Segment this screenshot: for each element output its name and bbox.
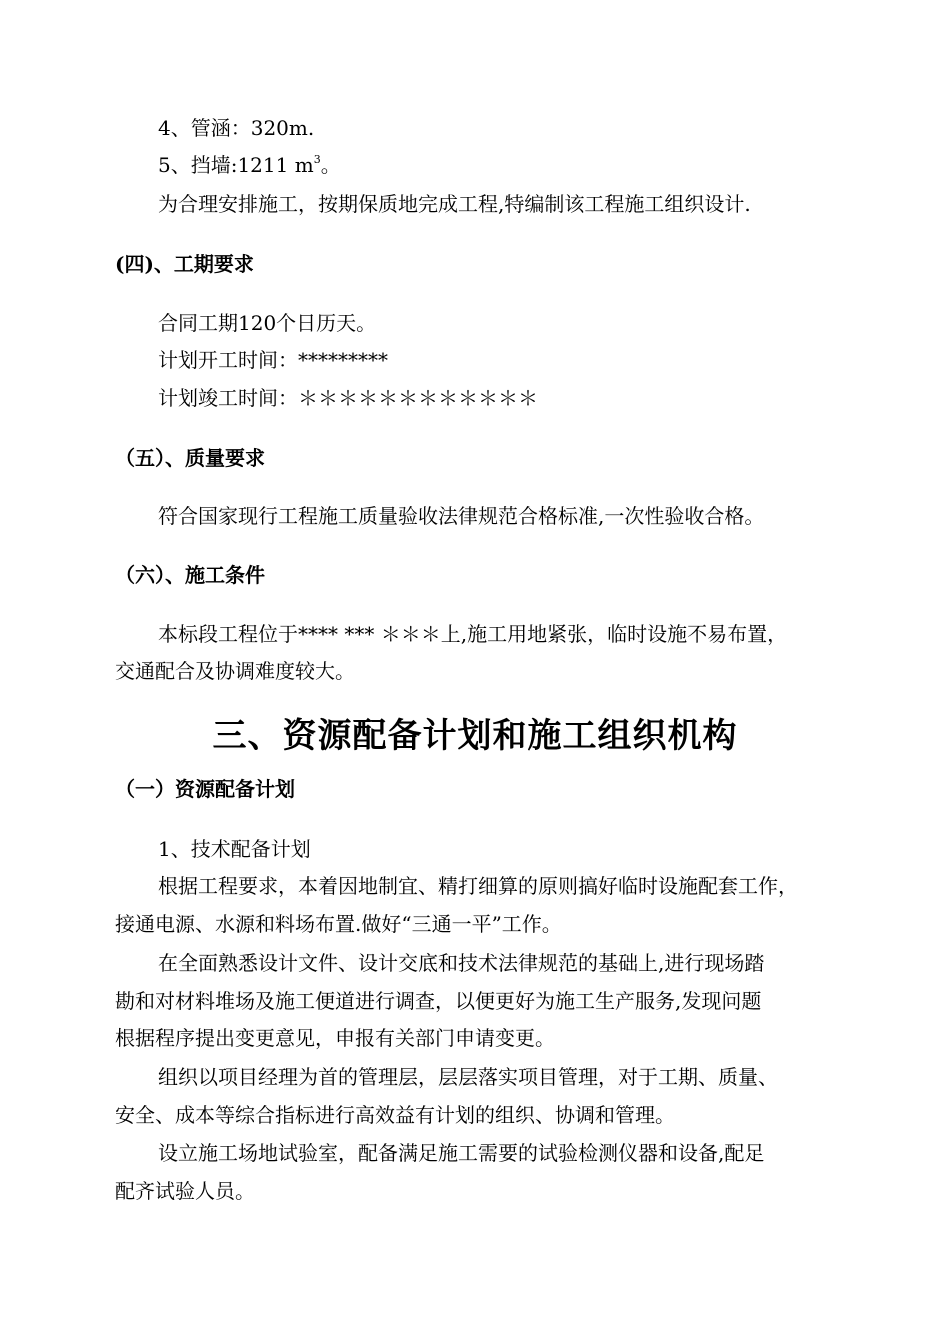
item-retaining-wall-unit-exponent: 3 (313, 153, 321, 166)
item-culvert: 4、管涵：320m. (158, 116, 315, 140)
paragraph2-line3: 根据程序提出变更意见，申报有关部门申请变更。 (115, 1026, 555, 1050)
paragraph1-line1: 根据工程要求，本着因地制宜、精打细算的原则搞好临时设施配套工作， (158, 874, 798, 898)
item-retaining-wall-end: 。 (320, 153, 341, 177)
conditions-line-2: 交通配合及协调难度较大。 (115, 659, 355, 683)
paragraph2-line2: 勘和对材料堆场及施工便道进行调查，以便更好为施工生产服务,发现问题 (115, 989, 762, 1013)
section4-heading: (四)、工期要求 (115, 252, 254, 276)
purpose-paragraph: 为合理安排施工，按期保质地完成工程,特编制该工程施工组织设计. (158, 192, 751, 216)
item-retaining-wall-text: 5、挡墙:1211 m (158, 153, 314, 177)
subsection1-heading: （一）资源配备计划 (115, 777, 295, 801)
conditions-line-1: 本标段工程位于**** *** ＊＊＊上,施工用地紧张，临时设施不易布置， (158, 622, 788, 646)
tech-plan-heading: 1、技术配备计划 (158, 837, 311, 861)
chapter-title: 三、资源配备计划和施工组织机构 (212, 716, 738, 756)
section6-heading: （六）、施工条件 (115, 563, 265, 587)
paragraph1-line2: 接通电源、水源和料场布置.做好“三通一平”工作。 (115, 912, 562, 936)
contract-period: 合同工期120个日历天。 (158, 311, 377, 335)
paragraph4-line1: 设立施工场地试验室，配备满足施工需要的试验检测仪器和设备,配足 (158, 1141, 765, 1165)
section5-heading: （五）、质量要求 (115, 446, 265, 470)
paragraph3-line2: 安全、成本等综合指标进行高效益有计划的组织、协调和管理。 (115, 1103, 675, 1127)
quality-text: 符合国家现行工程施工质量验收法律规范合格标准,一次性验收合格。 (158, 504, 765, 528)
item-retaining-wall (158, 152, 875, 178)
paragraph4-line2: 配齐试验人员。 (115, 1179, 255, 1203)
paragraph2-line1: 在全面熟悉设计文件、设计交底和技术法律规范的基础上,进行现场踏 (158, 951, 765, 975)
paragraph3-line1: 组织以项目经理为首的管理层，层层落实项目管理，对于工期、质量、 (158, 1065, 778, 1089)
planned-start: 计划开工时间：********* (158, 348, 388, 372)
planned-end: 计划竣工时间：＊＊＊＊＊＊＊＊＊＊＊＊ (158, 386, 538, 410)
